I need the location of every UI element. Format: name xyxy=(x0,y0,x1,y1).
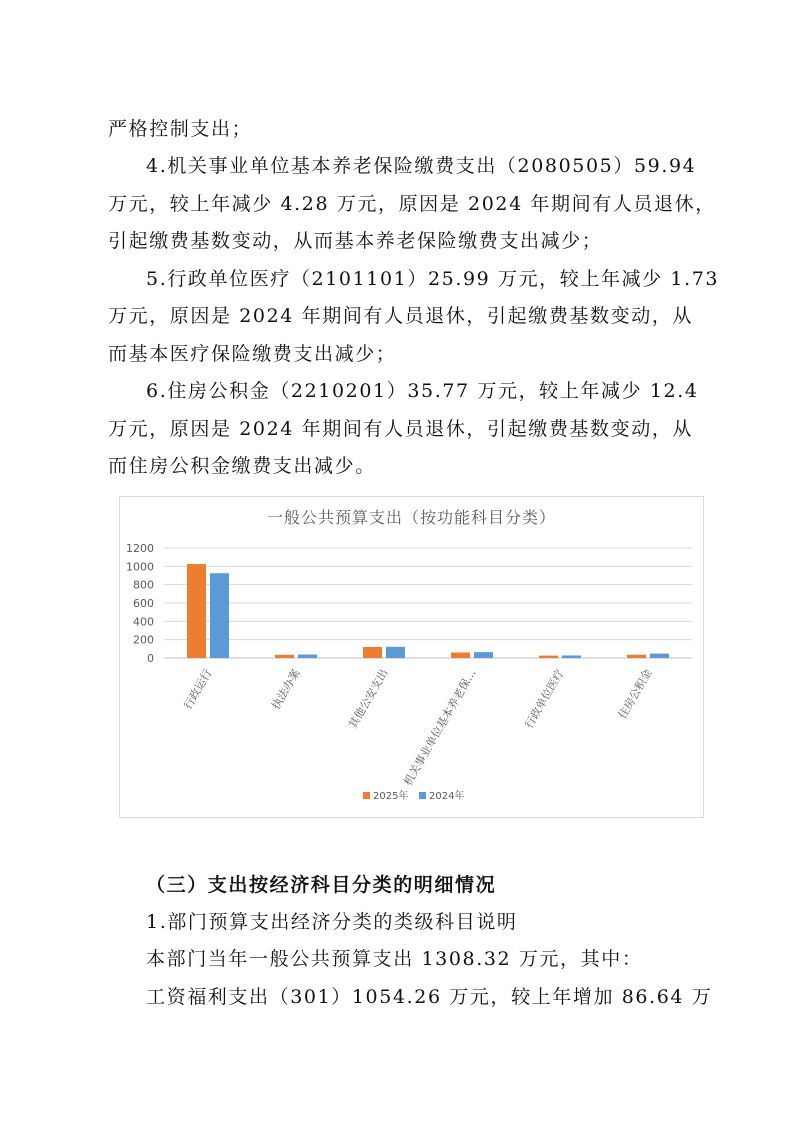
chart-title: 一般公共预算支出（按功能科目分类） xyxy=(266,508,556,527)
legend-label: 2024年 xyxy=(429,791,465,802)
paragraph-line: 而基本医疗保险缴费支出减少； xyxy=(108,343,397,365)
section-heading: （三）支出按经济科目分类的明细情况 xyxy=(146,874,497,896)
paragraph-line: 引起缴费基数变动，从而基本养老保险缴费支出减少； xyxy=(108,230,603,252)
paragraph-line: 严格控制支出； xyxy=(108,118,253,140)
x-tick-label: 执法办案 xyxy=(269,667,303,712)
y-tick-label: 0 xyxy=(147,652,154,665)
bar-2024 xyxy=(210,573,229,658)
paragraph-line: 万元，较上年减少 4.28 万元，原因是 2024 年期间有人员退休， xyxy=(108,193,716,215)
y-tick-label: 800 xyxy=(133,578,154,592)
chart-svg xyxy=(120,497,703,817)
bar-2025 xyxy=(363,647,382,658)
paragraph-line: 6.住房公积金（2210201）35.77 万元，较上年减少 12.4 xyxy=(146,380,699,402)
bar-2024 xyxy=(386,647,405,658)
legend-swatch xyxy=(419,792,426,799)
paragraph-line: 工资福利支出（301）1054.26 万元，较上年增加 86.64 万 xyxy=(146,986,713,1008)
bar-2024 xyxy=(298,655,317,658)
bar-2025 xyxy=(627,655,646,658)
legend-label: 2025年 xyxy=(373,791,409,802)
bar-2025 xyxy=(539,656,558,658)
paragraph-line: 5.行政单位医疗（2101101）25.99 万元，较上年减少 1.73 xyxy=(146,268,720,290)
y-tick-label: 1200 xyxy=(126,542,154,555)
paragraph-line: 而住房公积金缴费支出减少。 xyxy=(108,455,376,477)
y-tick-label: 400 xyxy=(133,615,154,629)
x-tick-label: 其他公安支出 xyxy=(346,667,391,731)
paragraph-line: 4.机关事业单位基本养老保险缴费支出（2080505）59.94 xyxy=(146,155,697,177)
bar-2024 xyxy=(650,654,669,658)
bar-2024 xyxy=(474,652,493,658)
y-tick-label: 200 xyxy=(133,633,154,647)
paragraph-line: 万元，原因是 2024 年期间有人员退休，引起缴费基数变动，从 xyxy=(108,418,694,440)
x-tick-label: 行政运行 xyxy=(181,667,215,712)
x-tick-label: 住房公积金 xyxy=(615,667,655,722)
y-tick-label: 1000 xyxy=(126,560,154,574)
bar-2025 xyxy=(187,564,206,658)
paragraph-line: 本部门当年一般公共预算支出 1308.32 万元，其中： xyxy=(146,948,643,970)
paragraph-line: 万元，原因是 2024 年期间有人员退休，引起缴费基数变动，从 xyxy=(108,305,694,327)
x-tick-label: 机关事业单位基本养老保… xyxy=(401,667,479,788)
bar-2025 xyxy=(451,653,470,658)
bar-2025 xyxy=(275,655,294,658)
y-tick-label: 600 xyxy=(133,597,154,610)
x-tick-label: 行政单位医疗 xyxy=(522,667,567,731)
bar-chart xyxy=(119,496,704,818)
legend-swatch xyxy=(363,792,370,799)
paragraph-line: 1.部门预算支出经济分类的类级科目说明 xyxy=(146,911,518,933)
bar-2024 xyxy=(562,655,581,658)
